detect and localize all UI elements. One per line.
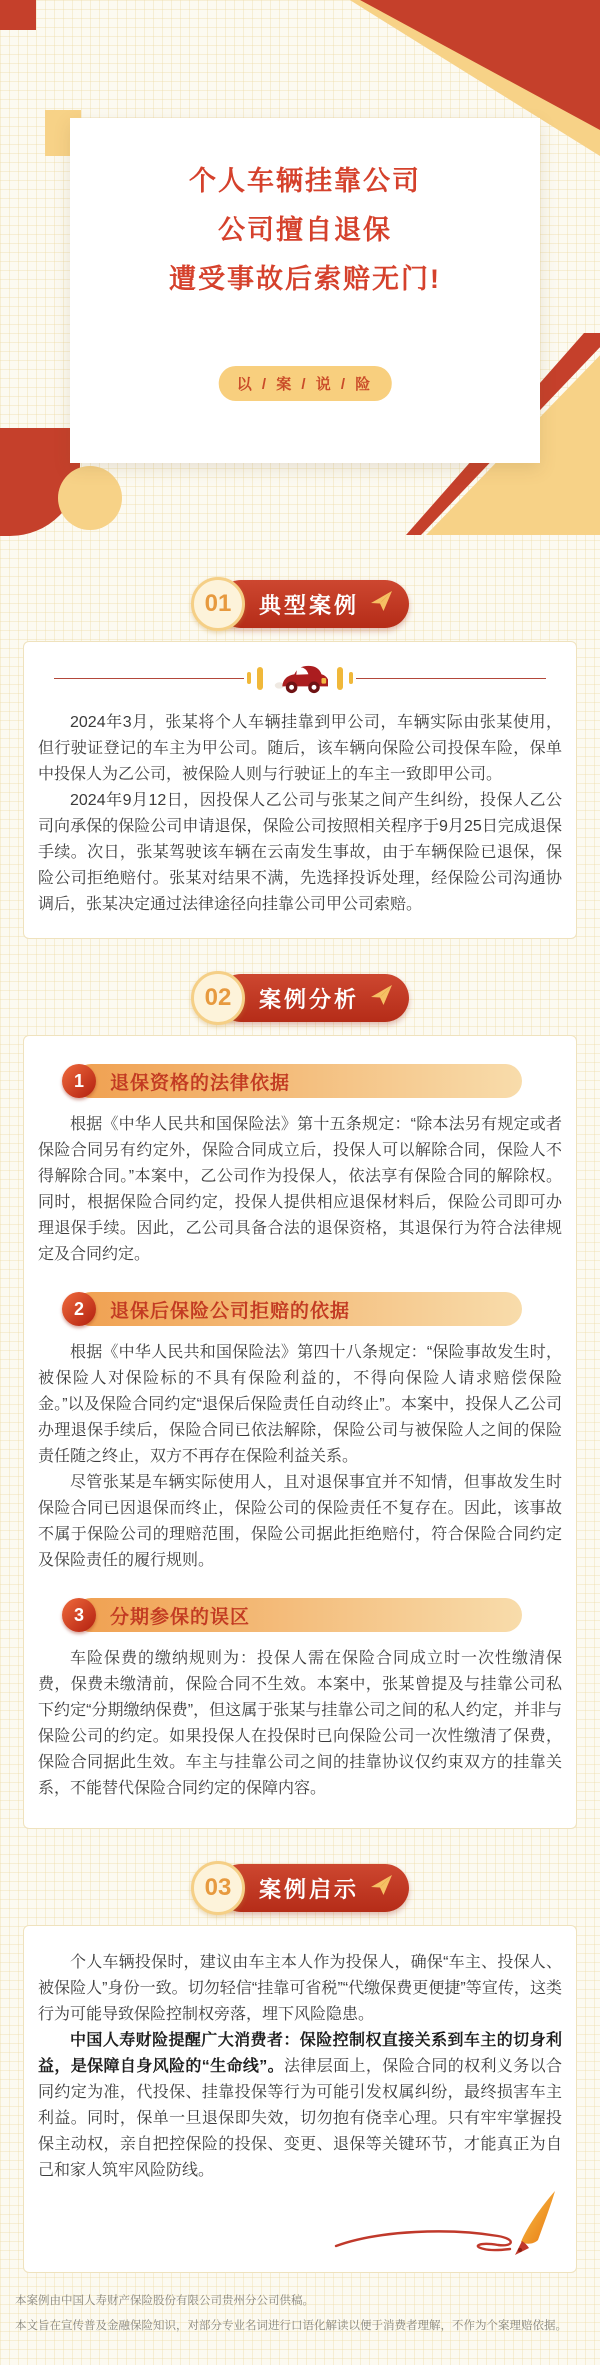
analysis-card (23, 1035, 577, 1829)
section-badge-analysis (191, 971, 409, 1025)
decor-top-left-red-square (0, 0, 36, 30)
car-icon (272, 660, 328, 696)
paper-plane-icon (369, 1874, 393, 1902)
subheading-title: 退保后保险公司拒赔的依据 (74, 1292, 522, 1326)
pen-icon (330, 2188, 560, 2262)
section-pill (217, 580, 409, 628)
section-number: 02 (191, 971, 245, 1025)
section-badge-insight (191, 1861, 409, 1915)
case-paragraph-1: 2024年3月，张某将个人车辆挂靠到甲公司，车辆实际由张某使用，但行驶证登记的车主为甲公司。随后，该车辆向保险公司投保车险，保单中投保人为乙公司，被保险人则与行驶证上的车主一致即甲公司。 (38, 714, 562, 783)
subheading-number: 2 (62, 1292, 96, 1326)
section-number: 03 (191, 1861, 245, 1915)
divider-line-right (356, 678, 546, 679)
hero-card (70, 118, 540, 463)
section-label: 案例分析 (258, 986, 359, 1012)
decor-bottom-left-yellow-circle (58, 466, 122, 530)
subheading-number: 1 (62, 1064, 96, 1098)
section-pill (217, 1864, 409, 1912)
analysis-item-3 (38, 1598, 562, 1802)
footer-note-1: 本案例由中国人寿财产保险股份有限公司贵州分公司供稿。 (15, 2295, 314, 2307)
hero-title-line-2: 公司擅自退保 (218, 215, 392, 245)
analysis-paragraph: 车险保费的缴纳规则为：投保人需在保险合同成立时一次性缴清保费，保费未缴清前，保险合同不生效。本案中，张某曾提及与挂靠公司私下约定“分期缴纳保费”，但这属于张某与挂靠公司之间的私人约定，并非与保险公司的约定。如果投保人在投保时已向保险公司一次性缴清了保费，保险合同据此生效。车主与挂靠公司之间的挂靠协议仅约束双方的挂靠关系，不能替代保险合同约定的保障内容。 (38, 1650, 562, 1797)
subheading-title: 退保资格的法律依据 (74, 1064, 522, 1098)
analysis-item-1 (38, 1064, 562, 1268)
section-label: 典型案例 (258, 592, 359, 618)
divider-bar (247, 672, 251, 684)
decor-top-right-red-triangle (360, 0, 600, 130)
analysis-paragraph: 根据《中华人民共和国保险法》第四十八条规定：“保险事故发生时，被保险人对保险标的不具有保险利益的，不得向保险人请求赔偿保险金。”以及保险合同约定“退保后保险责任自动终止”。本案中，投保人乙公司办理退保手续后，保险合同已依法解除，保险公司与被保险人之间的保险责任随之终止，双方不再存在保险利益关系。 (38, 1344, 562, 1465)
subheading-number: 3 (62, 1598, 96, 1632)
hero-ribbon: 以 / 案 / 说 / 险 (219, 366, 392, 401)
analysis-subheading-3 (62, 1598, 522, 1632)
footer-notes (15, 2289, 585, 2339)
analysis-subheading-2 (62, 1292, 522, 1326)
hero-title-line-1: 个人车辆挂靠公司 (189, 166, 421, 196)
insight-bold-lead: 中国人寿财险提醒广大消费者：保险控制权直接关系到车主的切身利益，是保障自身风险的“生命线”。 (38, 2032, 562, 2075)
divider-bar (337, 667, 343, 690)
analysis-subheading-1 (62, 1064, 522, 1098)
insight-card (23, 1925, 577, 2273)
section-label: 案例启示 (258, 1876, 359, 1902)
divider-bar (349, 672, 353, 684)
paper-plane-icon (369, 590, 393, 618)
insight-paragraph-2-rest: 法律层面上，保险合同的权利义务以合同约定为准，代投保、挂靠投保等行为可能引发权属纠纷，最终损害车主利益。同时，保单一旦退保即失效，切勿抱有侥幸心理。只有牢牢掌握投保主动权，亲自把控保险的投保、变更、退保等关键环节，才能真正为自己和家人筑牢风险防线。 (38, 2058, 562, 2179)
paper-plane-icon (369, 984, 393, 1012)
car-divider (54, 660, 546, 696)
section-number: 01 (191, 577, 245, 631)
footer-note-2: 本文旨在宣传普及金融保险知识，对部分专业名词进行口语化解读以便于消费者理解，不作为个案理赔依据。 (15, 2320, 567, 2332)
case-card (23, 641, 577, 939)
divider-line-left (54, 678, 244, 679)
section-badge-case (191, 577, 409, 631)
insight-paragraph-2 (38, 2028, 562, 2184)
hero-title-line-3: 遭受事故后索赔无门! (169, 264, 441, 294)
analysis-paragraph: 尽管张某是车辆实际使用人，且对退保事宜并不知情，但事故发生时保险合同已因退保而终止，保险公司的保险责任不复存在。因此，该事故不属于保险公司的理赔范围，保险公司据此拒绝赔付，符合保险合同约定及保险责任的履行规则。 (38, 1474, 562, 1569)
insight-paragraph-1: 个人车辆投保时，建议由车主本人作为投保人，确保“车主、投保人、被保险人”身份一致。切勿轻信“挂靠可省税”“代缴保费更便捷”等宣传，这类行为可能导致保险控制权旁落，埋下风险隐患。 (38, 1954, 562, 2023)
analysis-paragraph: 根据《中华人民共和国保险法》第十五条规定：“除本法另有规定或者保险合同另有约定外，保险合同成立后，投保人可以解除合同，保险人不得解除合同。”本案中，乙公司作为投保人，依法享有保险合同的解除权。同时，根据保险合同约定，投保人提供相应退保材料后，保险公司即可办理退保手续。因此，乙公司具备合法的退保资格，其退保行为符合法律规定及合同约定。 (38, 1116, 562, 1263)
analysis-item-2 (38, 1292, 562, 1574)
section-pill (217, 974, 409, 1022)
case-paragraph-2: 2024年9月12日，因投保人乙公司与张某之间产生纠纷，投保人乙公司向承保的保险公司申请退保，保险公司按照相关程序于9月25日完成退保手续。次日，张某驾驶该车辆在云南发生事故，由于车辆保险已退保，保险公司拒绝赔付。张某对结果不满，先选择投诉处理，经保险公司沟通协调后，张某决定通过法律途径向挂靠公司甲公司索赔。 (38, 792, 562, 913)
subheading-title: 分期参保的误区 (74, 1598, 522, 1632)
divider-bar (257, 667, 263, 690)
header-banner (0, 0, 600, 555)
